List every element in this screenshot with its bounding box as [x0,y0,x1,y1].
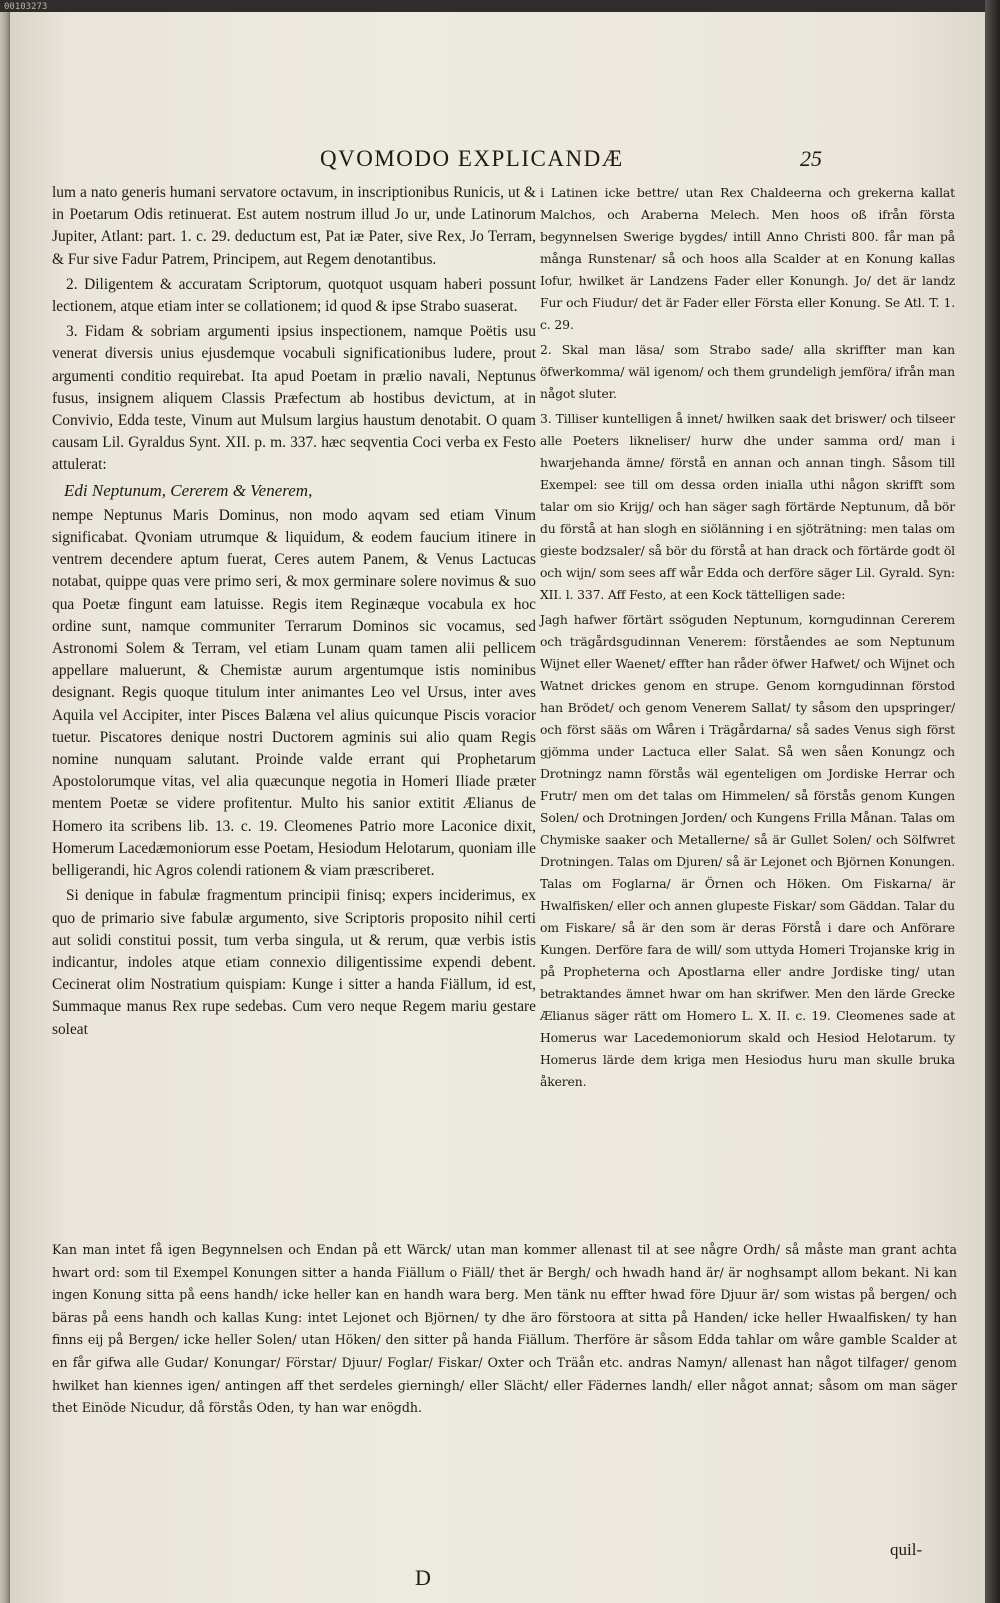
page-number: 25 [800,146,822,171]
swedish-paragraph: 2. Skal man läsa/ som Strabo sade/ alla skriffter man kan öfwerkomma/ wäl igenom/ och them grundeligh jemföra/ ifrån man något sluter. [540,342,955,401]
latin-paragraph: lum a nato generis humani servatore octavum, in inscriptionibus Runicis, ut & in Poetarum Odis retinuerat. Est autem nostrum illud Jo ur, unde Latinorum Jupiter, Atlant: part. 1. c. 29. deductum est, Pat iæ Pater, sive Rex, Jo Terram, & Fur sive Fadur Patrem, Principem, aut Regem denotantibus. [52,184,536,268]
catchword: quil- [890,1540,923,1559]
signature-mark: D [415,1565,431,1590]
page-header [10,140,985,180]
scan-id-label: 00103273 [4,2,48,12]
latin-paragraph: 3. Fidam & sobriam argumenti ipsius inspectionem, namque Poëtis usu venerat diversis unius ejusdemque vocabuli significationibus ludere, prout argumenti conditio requirebat. Ita apud Poetam in prælio navali, Neptunus fusus, insignem aliquem Classis Præfectum ab hostibus devictum, at in Convivio, Edda teste, Vinum aut Mulsum largius haustum denotabit. O quam causam Lil. Gyraldus Synt. XII. p. m. 337. hæc seqventia Coci verba ex Festo attulerat: [52,323,536,474]
swedish-paragraph: Jagh hafwer förtärt ssöguden Neptunum, korngudinnan Cererem och trägårdsgudinnan Venerem: förståendes ae som Neptunum Wijnet eller Waenet/ effter han råder öfwer Hafwet/ och Wijnet och Watnet drickes genom en strupe. Genom korngudinnan förstod han Brödet/ och genom Venerem Sallat/ ty såsom den upspringer/ och först sääs om Wåren i Trägårdarna/ så sades Venus sigh först gjömma under Lactuca eller Salat. Så wen såen Konungz och Drotningz namn förstås wäl egenteligen om Jordiske Herrar och Frutr/ men om det talas om Himmelen/ så förstås genom Kungen Solen/ och Drotningen Jorden/ och Kungens Frilla Månan. Talas om Chymiske saaker och Metallerne/ så är Gullet Solen/ och Sölfwret Drotningen. Talas om Djuren/ så är Lejonet och Björnen Konungen. Talas om Foglarna/ är Örnen och Höken. Om Fiskarna/ är Hwalfisken/ eller och annen glupeste Fiskar/ som Gäddan. Talar du om Fiskare/ så är den som är deras Förstå i dare och Anförare Kungen. Derföre fara de will/ som uttyda Homeri Trojanske krig in på Propheterna och Apostlarna eller andre Jordiske ting/ utan betraktandes ämnet hwar om han skrifwer. Men den lärde Grecke Ælianus säger rätt om Homero L. X. II. c. 19. Cleomenes sade at Homerus war Lacedemoniorum skald och Hesiod Helotarum. ty Homerus lärde dem kriga men Hesiodus huru man skulle bruka åkeren. [540,612,955,1089]
swedish-column [540,182,955,1096]
latin-paragraph: nempe Neptunus Maris Dominus, non modo aqvam sed etiam Vinum significabat. Qvoniam utrumque & liquidum, & eodem faucium itinere in ventrem decendere aptum fuerat, Ceres autem Panem, & Venus Lactucas notabat, quippe quas vere primo seri, & mox germinare solere novimus & suo qua Poetæ fingunt eam latuisse. Regis item Reginæque vocabula ex hoc ordine sunt, namque communiter Terrarum Dominos sic vocamus, sed Astronomi Solem & Terram, vel etiam Lunam quam tamen alii pellicem appellare maluerunt, & Chemistæ aurum argentumque istis nominibus designant. Regis quoque titulum inter animantes Leo vel Ursus, inter aves Aquila vel Accipiter, inter Pisces Balæna vel alius quicunque Piscis voracior tuetur. Piscatores denique nostri Ductorem agminis sui alio quam Regis nomine nunquam salutant. Proinde valde errant qui Prophetarum Apostolorumque vitas, vel alia quæcunque negotia in Homeri Iliade præter mentem Poetæ se videre profitentur. Multo his sanior extitit Ælianus de Homero ita scribens lib. 13. c. 19. Cleomenes Patrio more Laconice dixit, Homerum Lacedæmoniorum esse Poetam, Hesiodum Helotarum, quoniam ille belligerandi, hic Agros colendi rationem & viam præscriberet. [52,506,536,880]
latin-paragraph: 2. Diligentem & accuratam Scriptorum, quotquot usquam haberi possunt lectionem, atque etiam inter se collationem; id quod & ipse Strabo suaserat. [52,275,536,316]
swedish-paragraph: i Latinen icke bettre/ utan Rex Chaldeerna och grekerna kallat Malchos, och Araberna Melech. Men hoos oß ifrån första begynnelsen Swerige bygdes/ intill Anno Christi 800. får man på många Runstenar/ så och hoos alla Scalder at en Konung kallas Iofur, hwilket är Landzens Fader eller Konungh. Jo/ det är landz Fur och Fiudur/ det är Fader eller Första eller Konung. Se Atl. T. 1. c. 29. [540,185,955,332]
bottom-paragraph-text: Kan man intet få igen Begynnelsen och Endan på ett Wärck/ utan man kommer allenast til at see någre Ordh/ så måste man grant achta hwart ord: som til Exempel Konungen sitter a handa Fiällum o Fiäll/ thet är Bergh/ och hwadh hand är/ är noghsampt allom bekant. Ni kan ingen Konung sitta på eens handh/ icke heller kan en handh wara berg. Men tänk nu effter hwad före Djuur är/ som wistas på bergen/ och bäras på eens handh och kallas Kung: intet Lejonet och Björnen/ ty dhe äro förstoora at sitta på Handen/ icke heller Hwaalfisken/ ty han finns eij på Bergen/ icke heller Solen/ utan Höken/ den sitter på handa Fiällum. Therföre är såsom Edda tahlar om wåre gamble Scalder at en får gifwa alle Gudar/ Konungar/ Förstar/ Djuur/ Foglar/ Fiskar/ Oxter och Träån etc. andras Namyn/ allenast han något tilfager/ genom hwilket han kiennes igen/ antingen aff thet serdeles gierningh/ eller Slächt/ eller Fädernes landh/ eller något annat; såsom om man säger thet Einöde Nicudur, då förstås Oden, ty han war enögdh. [52,1242,957,1416]
binding-shadow [985,0,1000,1603]
latin-paragraph: Si denique in fabulæ fragmentum principii finisq; expers inciderimus, ex quo de primario sive fabulæ argumento, sive Scriptoris proposito nihil certi aut solidi constitui possit, tum verba singula, ut & rerum, quæ verbis istis indicantur, indoles atque etiam connexio diligentissime expendi debent. Cecinerat olim Nostratium quispiam: Kunge i sitter a handa Fiällum, id est, Summaque manus Rex rupe sedebas. Cum vero neque Regem mariu gestare soleat [52,887,536,1038]
book-page [10,12,985,1603]
swedish-paragraph: 3. Tilliser kuntelligen å innet/ hwilken saak det briswer/ och tilseer alle Poeters likneliser/ hurw dhe under samma ord/ man i hwarjehanda ämne/ förstå en annan och annan tingh. Såsom till Exempel: see till om dessa orden inialla uthi någon skrifft som talar om sio Krijg/ och han säger sagh förtärde Neptunum, då bör du förstå at han slogh en siölänning i en sjöträtning: men talas om gieste bodzsaler/ så bör du förstå at han drack och förtärde godt öl och wijn/ som sees aff wår Edda och derföre säger Lil. Gyrald. Syn: XII. l. 337. Aff Festo, at een Kock tättelligen sade: [540,411,955,602]
running-head: QVOMODO EXPLICANDÆ [320,146,624,171]
latin-quote: Edi Neptunum, Cererem & Venerem, [64,480,313,500]
bottom-swedish-paragraph [52,1239,957,1420]
latin-column [52,182,536,1044]
adjacent-page-edge [0,12,10,1603]
